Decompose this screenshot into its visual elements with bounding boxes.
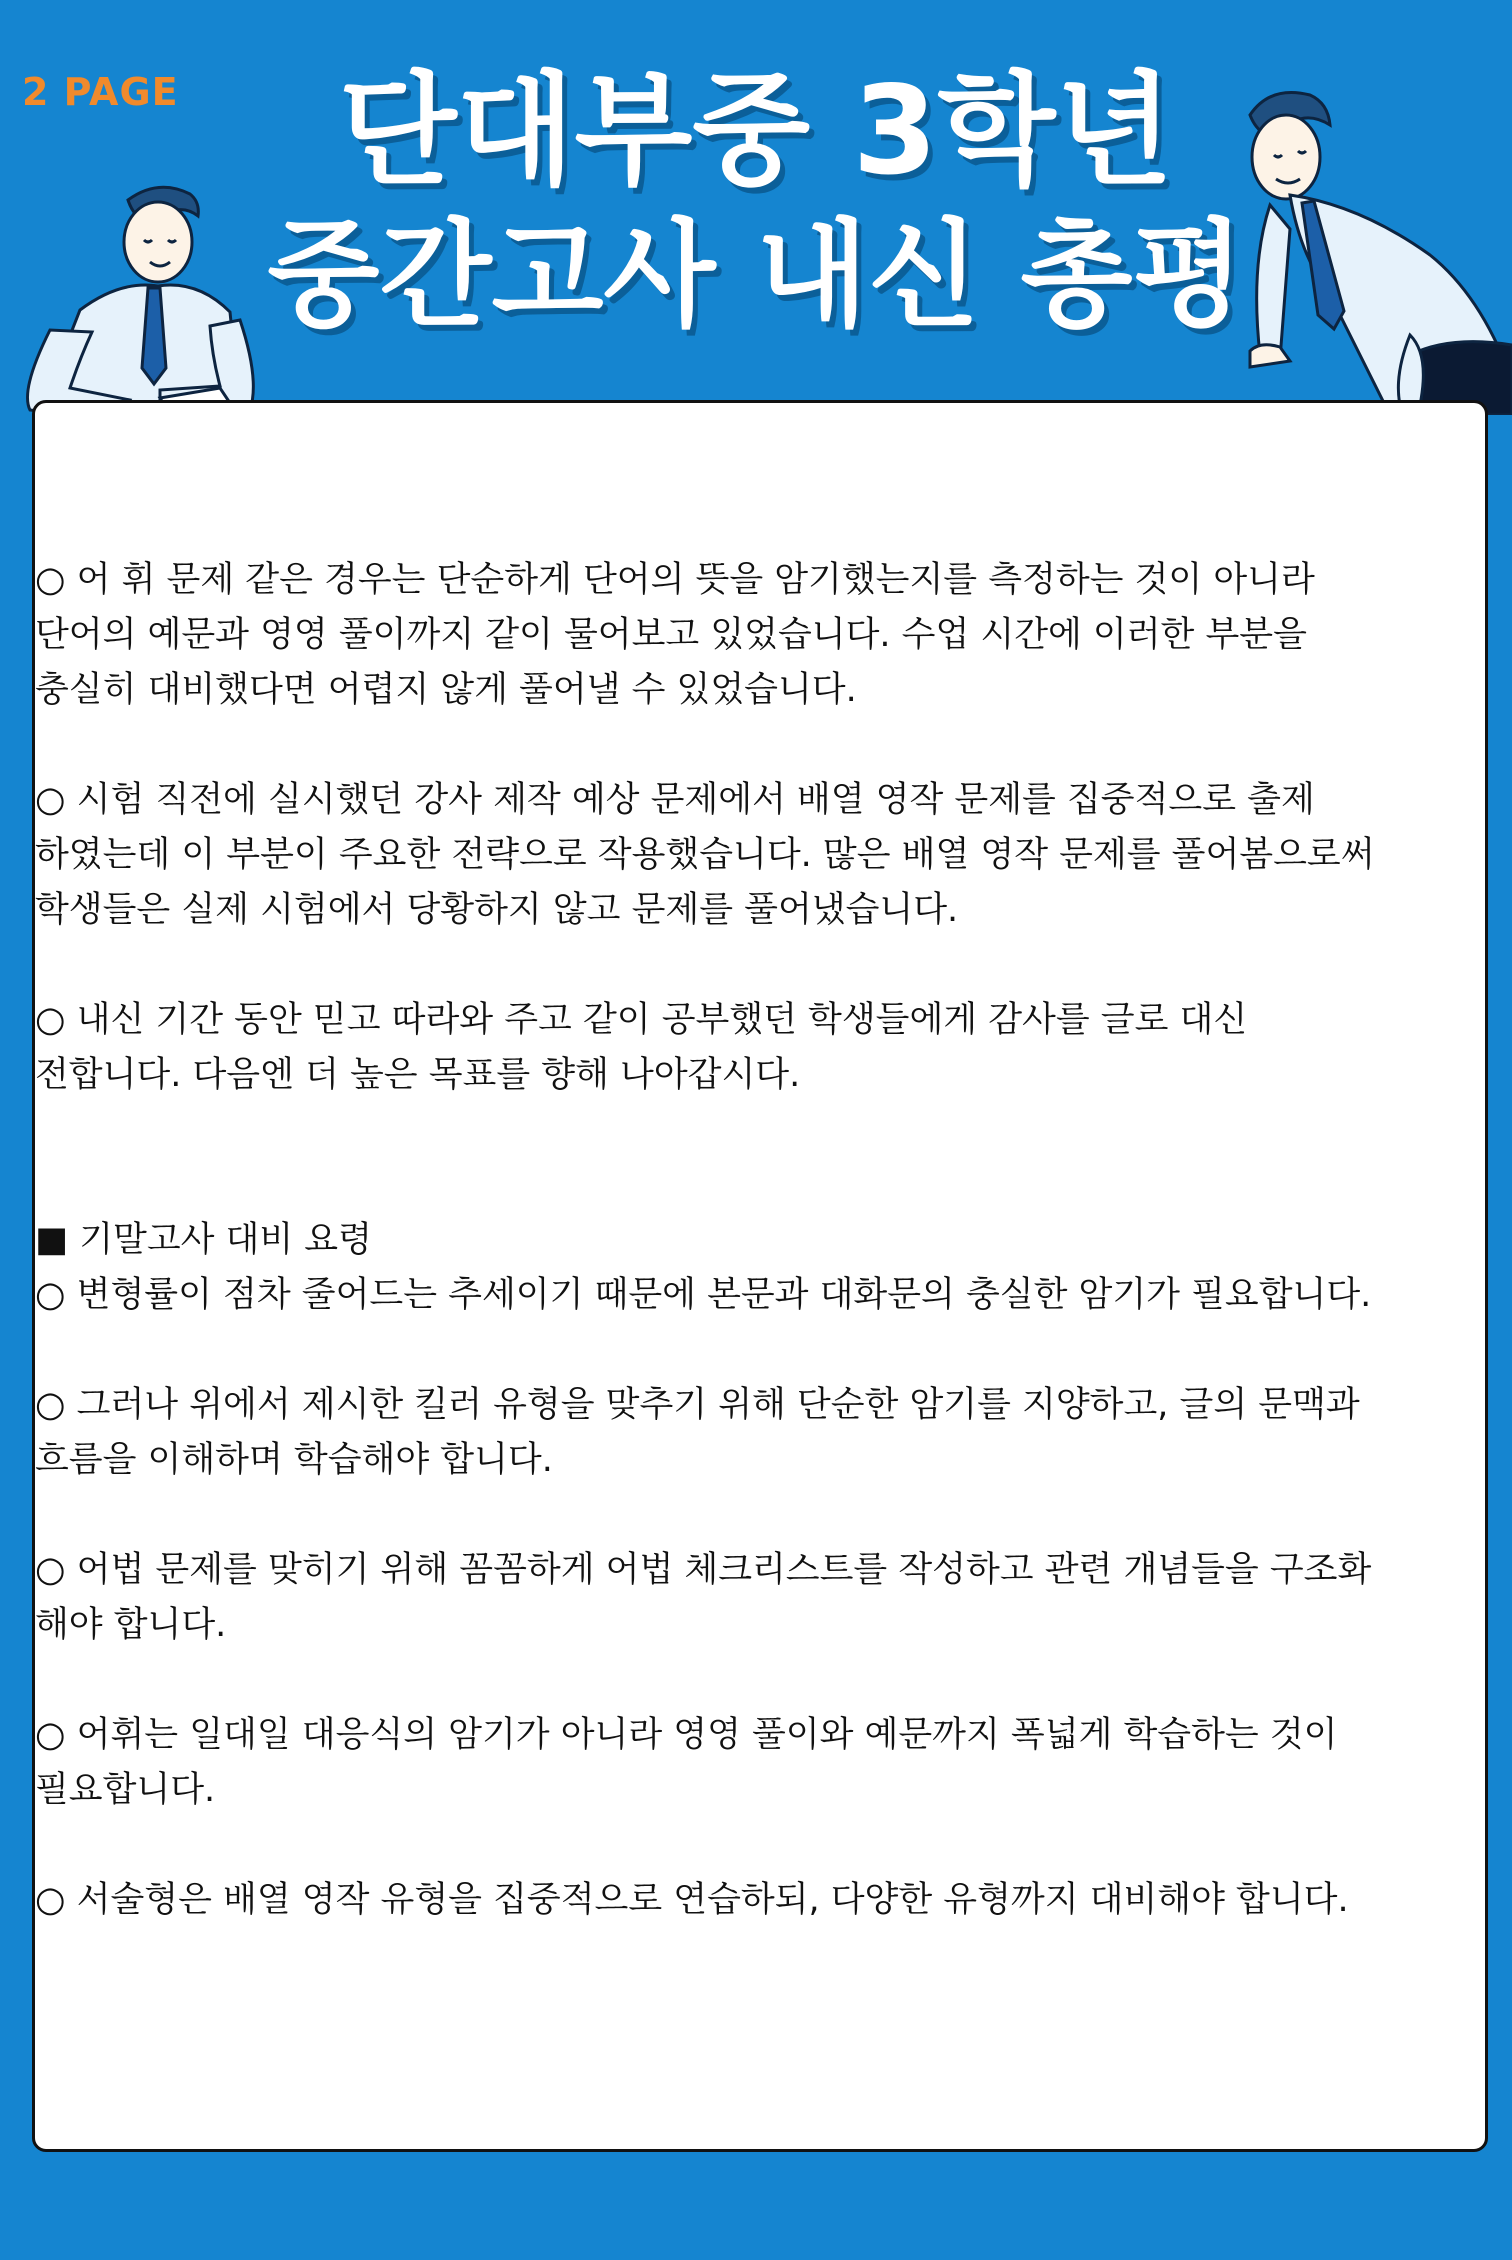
page-title-line2: 중간고사 내신 총평 xyxy=(267,208,1245,343)
review-card xyxy=(32,400,1488,2152)
section-spacer xyxy=(35,1158,1491,1213)
page-title-line1: 단대부중 3학년 xyxy=(338,60,1174,202)
final-exam-heading: ■ 기말고사 대비 요령 xyxy=(35,1220,372,1260)
review-content xyxy=(35,553,1491,1983)
page-label: 2 PAGE xyxy=(22,70,179,114)
final-exam-tip: ○ 변형률이 점차 줄어드는 추세이기 때문에 본문과 대화문의 충실한 암기가 필요합니다. xyxy=(35,1275,1372,1315)
final-exam-tip: ○ 그러나 위에서 제시한 킬러 유형을 맞추기 위해 단순한 암기를 지양하고, 글의 문맥과 흐름을 이해하며 학습해야 합니다. xyxy=(35,1385,1360,1480)
businessman-writing-icon xyxy=(10,170,260,430)
review-paragraph-vocabulary: ○ 어 휘 문제 같은 경우는 단순하게 단어의 뜻을 암기했는지를 측정하는 것이 아니라 단어의 예문과 영영 풀이까지 같이 물어보고 있었습니다. 수업 시간에 이러한 부분을 충실히 대비했다면 어렵지 않게 풀어낼 수 있었습니다. xyxy=(35,560,1315,710)
final-exam-tip: ○ 어휘는 일대일 대응식의 암기가 아니라 영영 풀이와 예문까지 폭넓게 학습하는 것이 필요합니다. xyxy=(35,1715,1338,1810)
final-exam-tip: ○ 어법 문제를 맞히기 위해 꼼꼼하게 어법 체크리스트를 작성하고 관련 개념들을 구조화 해야 합니다. xyxy=(35,1550,1372,1645)
review-paragraph-thanks: ○ 내신 기간 동안 믿고 따라와 주고 같이 공부했던 학생들에게 감사를 글로 대신 전합니다. 다음엔 더 높은 목표를 향해 나아갑시다. xyxy=(35,1000,1248,1095)
review-paragraph-arrangement: ○ 시험 직전에 실시했던 강사 제작 예상 문제에서 배열 영작 문제를 집중적으로 출제 하였는데 이 부분이 주요한 전략으로 작용했습니다. 많은 배열 영작 문제를 풀어봄으로써 학생들은 실제 시험에서 당황하지 않고 문제를 풀어냈습니다. xyxy=(35,780,1375,930)
businessman-leaning-icon xyxy=(1210,85,1512,415)
final-exam-tip: ○ 서술형은 배열 영작 유형을 집중적으로 연습하되, 다양한 유형까지 대비해야 합니다. xyxy=(35,1880,1349,1920)
